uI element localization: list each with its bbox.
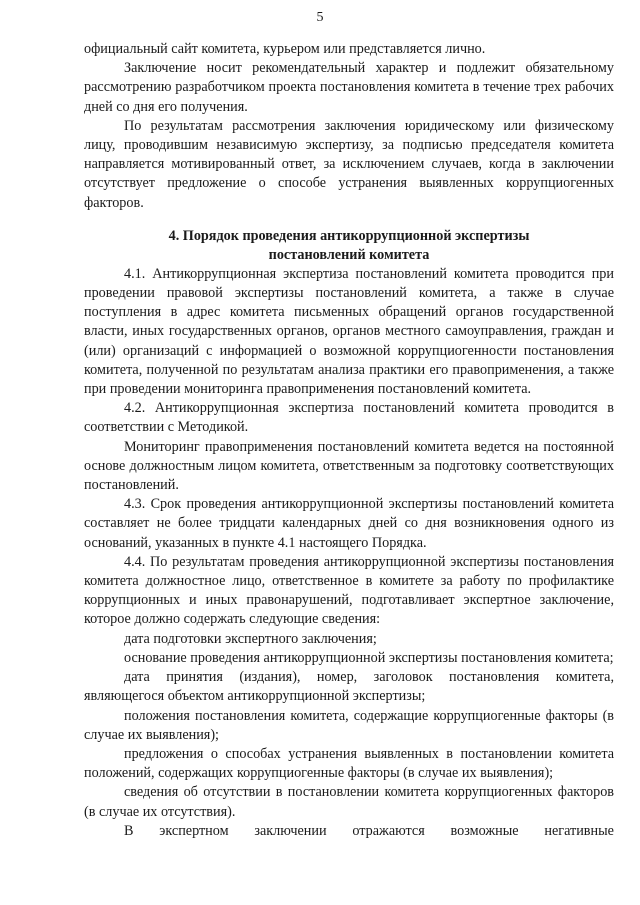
list-item: предложения о способах устранения выявленных в постановлении комитета положений, содержащих коррупциогенные факторы (в случае их выявления); bbox=[84, 745, 614, 782]
paragraph: Заключение носит рекомендательный характер и подлежит обязательному рассмотрению разработчиком проекта постановления комитета в течение трех рабочих дней со дня его получения. bbox=[84, 60, 614, 115]
paragraph: 4.2. Антикоррупционная экспертиза постановлений комитета проводится в соответствии с Методикой. bbox=[84, 400, 614, 436]
section-heading-line: 4. Порядок проведения антикоррупционной экспертизы bbox=[168, 227, 530, 244]
section-heading bbox=[84, 227, 614, 265]
paragraph: Мониторинг правоприменения постановлений комитета ведется на постоянной основе должностным лицом комитета, ответственным за подготовку соответствующих постановлений. bbox=[84, 438, 614, 494]
word: отражаются bbox=[352, 822, 425, 839]
list-item: сведения об отсутствии в постановлении комитета коррупциогенных факторов (в случае их отсутствия). bbox=[84, 784, 614, 820]
list-item: основание проведения антикоррупционной экспертизы постановления комитета; bbox=[124, 649, 614, 666]
paragraph: По результатам рассмотрения заключения юридическому или физическому лицу, проводившим независимую экспертизу, за подписью председателя комитета направляется мотивированный ответ, за исключением случаев, когда в заключении отсутствует предложение о способе устранения выявленных коррупциогенных факторов. bbox=[84, 117, 614, 211]
paragraph: официальный сайт комитета, курьером или представляется лично. bbox=[84, 41, 486, 57]
word: возможные bbox=[450, 822, 519, 839]
list-item: положения постановления комитета, содержащие коррупциогенные факторы (в случае их выявления); bbox=[84, 707, 614, 743]
word: экспертном bbox=[159, 822, 229, 839]
section-heading-line: постановлений комитета bbox=[268, 246, 430, 263]
word: заключении bbox=[254, 822, 327, 839]
paragraph: 4.3. Срок проведения антикоррупционной экспертизы постановлений комитета составляет не более тридцати календарных дней со дня возникновения одного из оснований, указанных в пункте 4.1 настоящего Порядка. bbox=[84, 496, 614, 551]
page-number: 5 bbox=[316, 10, 324, 25]
list-item: дата подготовки экспертного заключения; bbox=[124, 630, 377, 647]
paragraph: 4.1. Антикоррупционная экспертиза постановлений комитета проводится при проведении правовой экспертизы постановлений комитета, а также в случае поступления в адрес комитета письменных обращений органов государственной власти, иных государственных органов, органов местного самоуправления, граждан и (или) организаций с информацией о возможной коррупциогенности постановления комитета, полученной по результатам анализа практики его правоприменения, а также при проведении мониторинга правоприменения постановлений комитета. bbox=[84, 265, 614, 398]
paragraph: 4.4. По результатам проведения антикоррупционной экспертизы постановления комитета должностное лицо, ответственное в комитете за работу по профилактике коррупционных и иных правонарушений, подготавливает экспертное заключение, которое должно содержать следующие сведения: bbox=[84, 553, 614, 628]
word: В bbox=[124, 822, 134, 839]
list-item: дата принятия (издания), номер, заголовок постановления комитета, являющегося объектом антикоррупционной экспертизы; bbox=[84, 669, 614, 705]
document-body bbox=[84, 40, 614, 841]
paragraph-continuing bbox=[84, 822, 614, 841]
word: негативные bbox=[544, 822, 614, 839]
